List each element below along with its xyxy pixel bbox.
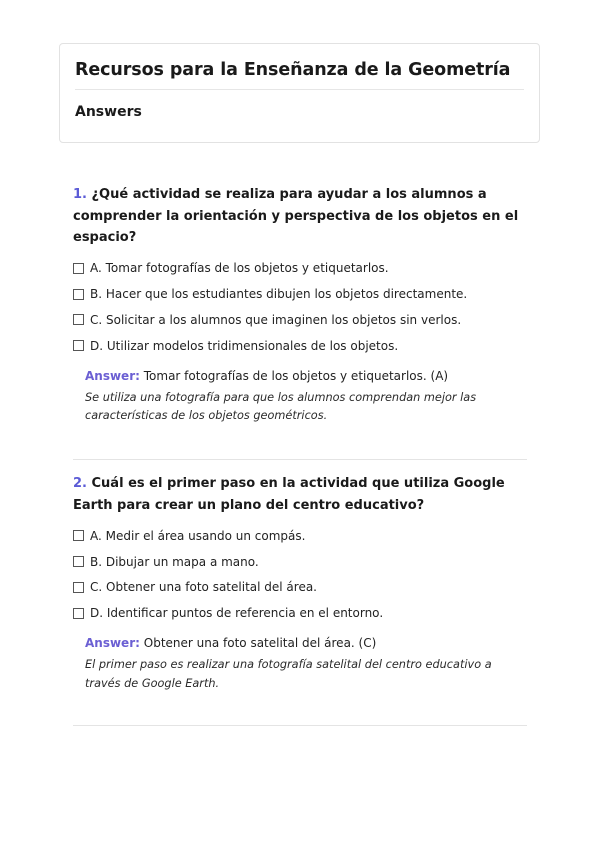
option-label: A. Medir el área usando un compás. xyxy=(90,528,306,543)
options-list xyxy=(73,523,527,626)
answer-line xyxy=(85,634,527,652)
option-a[interactable] xyxy=(73,523,527,549)
answer-explanation: El primer paso es realizar una fotografía satelital del centro educativo a través de Google Earth. xyxy=(85,658,492,690)
option-label: B. Dibujar un mapa a mano. xyxy=(90,554,259,569)
answer-block xyxy=(85,634,527,693)
answer-label: Answer: xyxy=(85,368,140,383)
option-d[interactable] xyxy=(73,600,527,626)
question-prompt: Cuál es el primer paso en la actividad que utiliza Google Earth para crear un plano del centro educativo? xyxy=(73,476,505,513)
question-2 xyxy=(73,473,527,693)
question-prompt: ¿Qué actividad se realiza para ayudar a los alumnos a comprender la orientación y perspectiva de los objetos en el espacio? xyxy=(73,187,519,245)
answer-line xyxy=(85,367,527,385)
option-a[interactable] xyxy=(73,256,527,282)
checkbox[interactable] xyxy=(73,582,84,593)
header-divider xyxy=(75,89,524,90)
option-d[interactable] xyxy=(73,333,527,359)
answer-explanation: Se utiliza una fotografía para que los alumnos comprendan mejor las características de los objetos geométricos. xyxy=(85,390,477,423)
answer-text: Tomar fotografías de los objetos y etiquetarlos. (A) xyxy=(143,368,449,383)
option-c[interactable] xyxy=(73,575,527,601)
options-list xyxy=(73,256,527,359)
question-text xyxy=(73,184,527,249)
checkbox[interactable] xyxy=(73,340,84,351)
answer-label: Answer: xyxy=(85,636,140,651)
answer-text: Obtener una foto satelital del área. (C) xyxy=(143,636,377,651)
checkbox[interactable] xyxy=(73,530,84,541)
question-1 xyxy=(73,184,527,426)
document-title: Recursos para la Enseñanza de la Geometría xyxy=(75,60,511,80)
checkbox[interactable] xyxy=(73,263,84,274)
option-label: C. Solicitar a los alumnos que imaginen los objetos sin verlos. xyxy=(90,312,462,327)
checkbox[interactable] xyxy=(73,289,84,300)
checkbox[interactable] xyxy=(73,608,84,619)
option-label: B. Hacer que los estudiantes dibujen los objetos directamente. xyxy=(90,287,468,302)
checkbox[interactable] xyxy=(73,556,84,567)
option-b[interactable] xyxy=(73,549,527,575)
question-text xyxy=(73,473,527,516)
option-label: A. Tomar fotografías de los objetos y etiquetarlos. xyxy=(90,261,389,276)
option-label: D. Utilizar modelos tridimensionales de los objetos. xyxy=(90,338,399,353)
question-divider xyxy=(73,725,527,726)
question-divider xyxy=(73,459,527,460)
document-subtitle: Answers xyxy=(75,104,142,120)
option-c[interactable] xyxy=(73,307,527,333)
header-card xyxy=(59,43,540,143)
answer-block xyxy=(85,367,527,426)
question-number: 2. xyxy=(73,476,87,491)
question-number: 1. xyxy=(73,187,87,202)
option-label: C. Obtener una foto satelital del área. xyxy=(90,580,317,595)
option-b[interactable] xyxy=(73,281,527,307)
checkbox[interactable] xyxy=(73,314,84,325)
option-label: D. Identificar puntos de referencia en el entorno. xyxy=(90,606,384,621)
